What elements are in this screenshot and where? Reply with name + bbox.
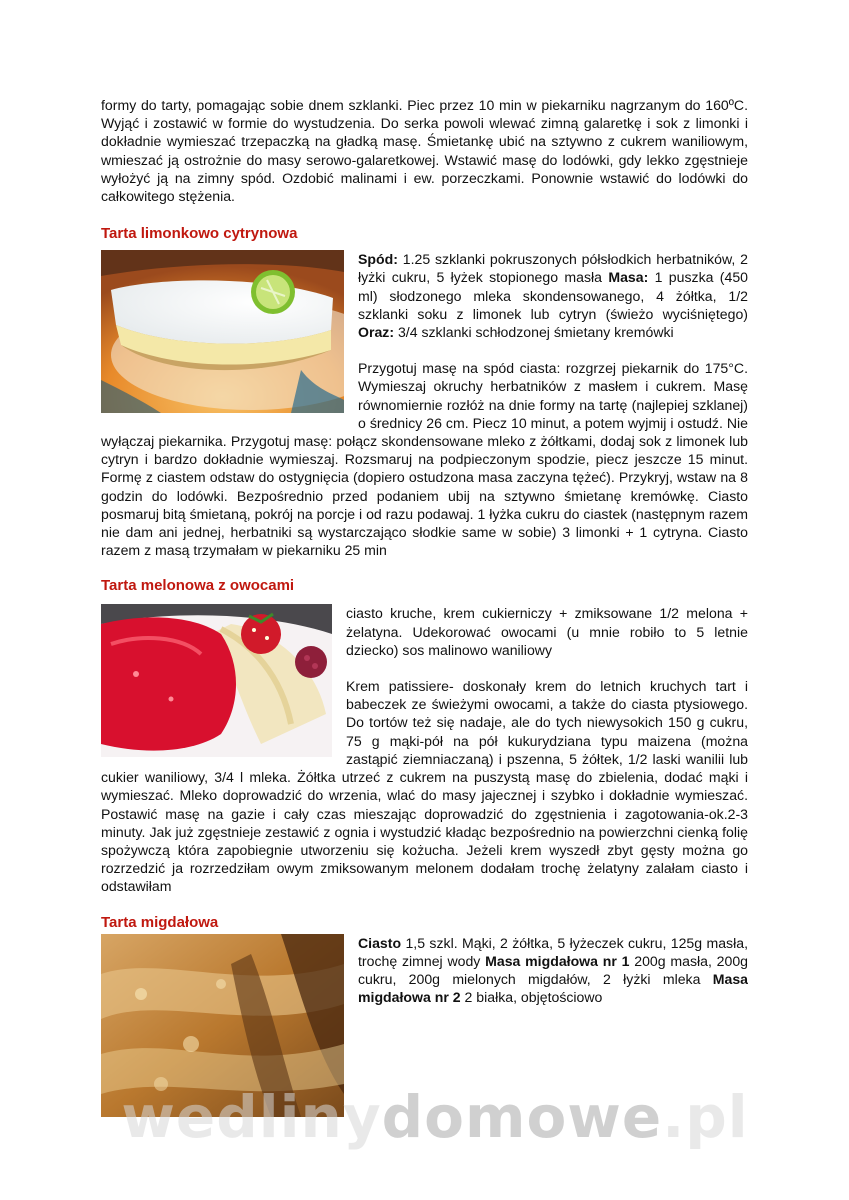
photo-almond-tart	[101, 934, 344, 1117]
ingredients-almond: Ciasto 1,5 szkl. Mąki, 2 żółtka, 5 łyżeczek cukru, 125g masła, trochę zimnej wody Masa migdałowa nr 1 200g masła, 200g cukru, 200g mielonych migdałów, 2 łyżki mleka Masa migdałowa nr 2 2 białka, objętościowo	[358, 934, 748, 1006]
method-lime-lemon: Przygotuj masę na spód ciasta: rozgrzej piekarnik do 175°C. Wymieszaj okruchy herbatników z masłem i cukrem. Masę równomiernie rozłóż na dnie formy na tartę (najlepiej szklanej) o średnicy 26 cm. Piecz 10 minut, a potem wyjmij i ostudź. Nie wyłączaj piekarnika. Przygotuj masę: połącz skondensowane mleko z żółtkami, dodaj sok z limonek lub cytryn i bardzo dokładnie wymieszaj. Rozsmaruj na podpieczonym spodzie, piecz jeszcze 15 minut. Formę z ciastem odstaw do ostygnięcia (dopiero ostudzona masa zaczyna tężeć). Przykryj, wstaw na 8 godzin do lodówki. Bezpośrednio przed podaniem ubij na sztywno śmietanę kremówkę. Ciasto posmaruj bitą śmietaną, pokrój na porcje i od razu podawaj. 1 łyżka cukru do ciastek (następnym razem nie dam ani jednej, herbatniki są wystarczająco słodkie same w sobie) 3 limonki + 1 cytryna. Ciasto razem z masą trzymałam w piekarniku 25 min	[101, 360, 748, 559]
label-masa-2: Masa migdałowa nr 2	[358, 970, 748, 1006]
ingredients-lime-lemon: Spód: 1.25 szklanki pokruszonych półsłodkich herbatników, 2 łyżki cukru, 5 łyżek stopionego masła Masa: 1 puszka (450 ml) słodzonego mleka skondensowanego, 4 żółtka, 1/2 szklanki soku z limonek lub cytryn (świeżo wyciśniętego) Oraz: 3/4 szklanki schłodzonej śmietany kremówki	[358, 251, 748, 341]
recipe-title-melon: Tarta melonowa z owocami	[101, 577, 295, 595]
recipe-almond	[101, 934, 748, 1121]
label-masa: Masa:	[608, 269, 649, 286]
recipe-lime-lemon	[101, 250, 748, 559]
method-melon: Krem patissiere- doskonały krem do letnich kruchych tart i babeczek ze świeżymi owocami, a także do ciasta ptysiowego. Do tortów też się nadaje, ale do tych niewysokich 150 g cukru, 75 g mąki-pół na pół kukurydziana typu maizena (można zastąpić ziemniaczaną) i pszenna, 5 żółtek, 1/2 laski wanilii lub cukier waniliowy, 3/4 l mleka. Żółtka utrzeć z cukrem na puszystą masę do zbielenia, dodać mąki i wymieszać. Mleko doprowadzić do wrzenia, wlać do masy jajecznej i szybko i dokładnie wymieszać. Postawić masę na gazie i cały czas mieszając doprowadzić do zgęstnienia i zagotowania-ok.2-3 minuty. Jak już zgęstnieje zestawić z ognia i wystudzić kładąc bezpośrednio na powierzchni cienką folię spożywczą która zapobiegnie utworzeniu się kożucha. Jeżeli krem wyszedł zbyt gęsty można go rozrzedzić ja rozrzedziłam owym zmiksowanym melonem dodałam trochę żelatyny zalałam ciasto i odstawiłam	[101, 678, 748, 895]
recipe-title-lime-lemon: Tarta limonkowo cytrynowa	[101, 225, 298, 243]
ingredients-melon: ciasto kruche, krem cukierniczy + zmiksowane 1/2 melona + żelatyna. Udekorować owocami (u mnie robiło to 5 letnie dziecko) sos malinowo waniliowy	[346, 605, 748, 658]
label-spod: Spód:	[358, 251, 398, 268]
recipe-melon	[101, 604, 748, 895]
intro-paragraph: formy do tarty, pomagając sobie dnem szklanki. Piec przez 10 min w piekarniku nagrzanym do 160ºC. Wyjąć i zostawić w formie do wystudzenia. Do serka powoli wlewać zimną galaretkę i sok z limonki i dokładnie wymieszać trzepaczką na gładką masę. Śmietankę ubić na sztywno z cukrem waniliowym, wmieszać ją ostrożnie do masy serowo-galaretkowej. Wstawić masę do lodówki, gdy lekko zgęstnieje wyłożyć ją na zimny spód. Ozdobić malinami i ew. porzeczkami. Ponownie wstawić do lodówki do całkowitego stężenia.	[101, 97, 748, 205]
photo-lime-tart	[101, 250, 344, 413]
photo-melon-tart	[101, 604, 332, 757]
watermark: wedlinydomowe.pl	[121, 1083, 749, 1151]
recipe-page	[101, 96, 748, 1121]
label-masa-1: Masa migdałowa nr 1	[485, 952, 630, 969]
label-oraz: Oraz:	[358, 324, 395, 341]
recipe-title-almond: Tarta migdałowa	[101, 913, 219, 931]
label-ciasto: Ciasto	[358, 934, 402, 951]
